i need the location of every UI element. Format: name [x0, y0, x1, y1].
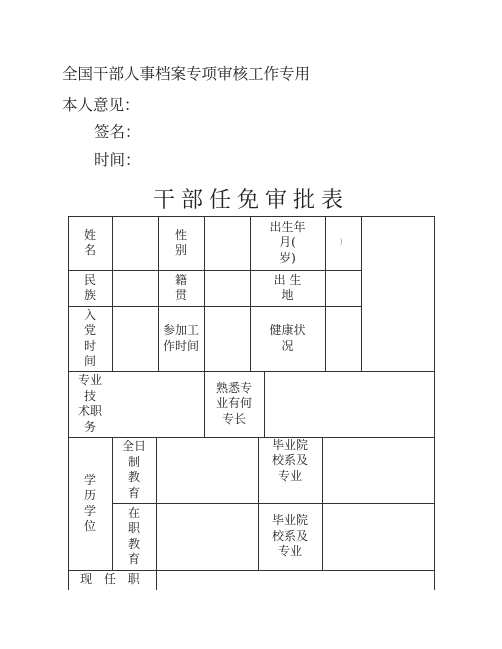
inservice-education-label-cell	[112, 503, 156, 570]
tech-title-label-cell	[68, 371, 112, 437]
birth-label: 出生年 月( 岁)	[269, 219, 306, 265]
birth-label-cell	[250, 216, 325, 270]
party-join-label: 入 党 时 间	[83, 307, 96, 368]
native-place-label-cell	[158, 270, 204, 306]
birthplace-label: 出 生 地	[273, 272, 302, 302]
birth-value-cell	[325, 216, 361, 270]
table-border	[204, 216, 205, 371]
time-label: 时间：	[94, 151, 141, 169]
ethnicity-label: 民 族	[83, 272, 96, 302]
tech-title-label: 专业 技 术职 务	[77, 373, 102, 434]
specialty-label: 熟悉专 业有何 专长	[215, 380, 252, 426]
work-start-label-cell	[158, 306, 204, 371]
table-border	[156, 437, 157, 590]
table-border	[322, 437, 323, 570]
personal-opinion-label: 本人意见：	[62, 96, 140, 114]
native-place-label: 籍 贯	[174, 272, 187, 302]
education-label: 学 历 学 位	[83, 472, 96, 533]
education-label-cell	[68, 437, 112, 570]
gender-label-cell	[158, 216, 204, 270]
birthplace-label-cell	[250, 270, 325, 306]
table-border	[112, 216, 113, 371]
current-post-label-cell	[68, 570, 156, 590]
health-label: 健康状 况	[269, 323, 306, 353]
inservice-school-label: 毕业院 校系及 专业	[271, 513, 308, 559]
specialty-label-cell	[204, 371, 264, 437]
name-label-cell	[68, 216, 112, 270]
work-start-label: 参加工 作时间	[162, 323, 199, 353]
table-border	[264, 371, 265, 437]
fulltime-school-label-cell	[258, 437, 322, 485]
party-join-label-cell	[68, 306, 112, 371]
table-border	[361, 216, 362, 371]
fulltime-education-label: 全日 制 教 育	[121, 439, 146, 500]
name-label: 姓 名	[83, 227, 96, 257]
gender-label: 性 别	[174, 227, 187, 257]
fulltime-school-label: 毕业院 校系及 专业	[271, 437, 308, 483]
signature-label: 签名：	[94, 123, 141, 141]
header-line: 全国干部人事档案专项审核工作专用	[62, 65, 311, 83]
inservice-school-label-cell	[258, 503, 322, 570]
form-title: 干部任免审批表	[152, 188, 349, 213]
inservice-education-label: 在 职 教 育	[127, 505, 140, 566]
ethnicity-label-cell	[68, 270, 112, 306]
fulltime-education-label-cell	[112, 437, 156, 503]
birth-value: ）	[339, 238, 347, 247]
current-post-label: 现 任 职	[80, 572, 144, 587]
health-label-cell	[250, 306, 325, 371]
table-border	[434, 216, 435, 590]
